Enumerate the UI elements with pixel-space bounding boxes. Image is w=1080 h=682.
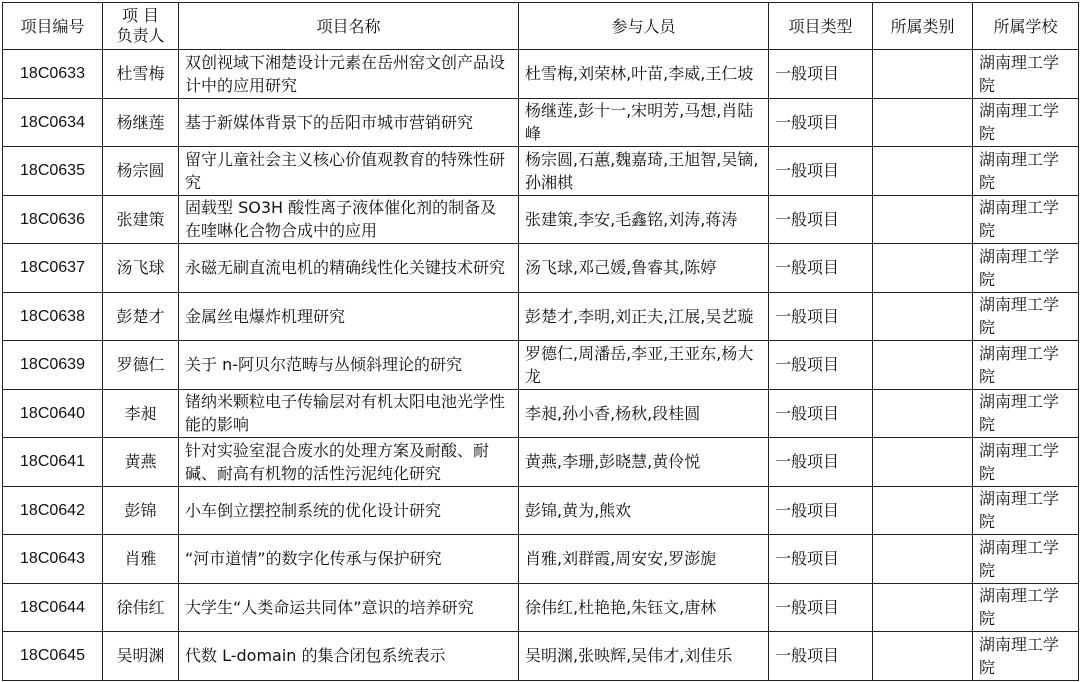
header-row: [3, 3, 1079, 50]
table-row: [3, 147, 1079, 196]
cell-project-name: 留守儿童社会主义核心价值观教育的特殊性研究: [179, 147, 519, 196]
header-school: 所属学校: [973, 3, 1079, 50]
cell-members: 杨继莲,彭十一,宋明芳,马想,肖陆峰: [519, 98, 769, 147]
cell-category: [873, 147, 973, 196]
cell-project-type: 一般项目: [769, 195, 873, 244]
table-row: [3, 195, 1079, 244]
cell-project-type: 一般项目: [769, 583, 873, 632]
cell-school: 湖南理工学院: [973, 535, 1079, 584]
header-leader-line-2: 负责人: [116, 26, 165, 45]
cell-project-name: “河市道情”的数字化传承与保护研究: [179, 535, 519, 584]
cell-category: [873, 389, 973, 438]
cell-members: 肖雅,刘群霞,周安安,罗澎旎: [519, 535, 769, 584]
cell-project-type: 一般项目: [769, 438, 873, 487]
header-project-type: 项目类型: [769, 3, 873, 50]
cell-project-name: 锗纳米颗粒电子传输层对有机太阳电池光学性能的影响: [179, 389, 519, 438]
cell-project-code: 18C0643: [3, 535, 103, 584]
cell-project-leader: 汤飞球: [103, 244, 179, 293]
cell-category: [873, 50, 973, 99]
cell-school: 湖南理工学院: [973, 438, 1079, 487]
cell-project-name: 针对实验室混合废水的处理方案及耐酸、耐碱、耐高有机物的活性污泥纯化研究: [179, 438, 519, 487]
cell-project-leader: 张建策: [103, 195, 179, 244]
cell-project-type: 一般项目: [769, 147, 873, 196]
cell-project-name: 大学生“人类命运共同体”意识的培养研究: [179, 583, 519, 632]
cell-project-type: 一般项目: [769, 486, 873, 535]
table-row: [3, 632, 1079, 681]
table-row: [3, 583, 1079, 632]
cell-project-type: 一般项目: [769, 244, 873, 293]
cell-project-name: 关于 n-阿贝尔范畴与丛倾斜理论的研究: [179, 341, 519, 390]
cell-project-leader: 杨宗圆: [103, 147, 179, 196]
cell-members: 黄燕,李珊,彭晓慧,黄伶悦: [519, 438, 769, 487]
header-leader-line-1: 项 目: [121, 6, 160, 25]
cell-project-type: 一般项目: [769, 632, 873, 681]
cell-members: 张建策,李安,毛鑫铭,刘涛,蒋涛: [519, 195, 769, 244]
cell-project-name: 小车倒立摆控制系统的优化设计研究: [179, 486, 519, 535]
cell-project-leader: 彭锦: [103, 486, 179, 535]
cell-project-code: 18C0638: [3, 292, 103, 341]
cell-school: 湖南理工学院: [973, 292, 1079, 341]
cell-project-leader: 吴明渊: [103, 632, 179, 681]
cell-project-code: 18C0635: [3, 147, 103, 196]
cell-project-code: 18C0642: [3, 486, 103, 535]
header-project-leader: [103, 3, 179, 50]
cell-category: [873, 535, 973, 584]
cell-school: 湖南理工学院: [973, 632, 1079, 681]
table-row: [3, 535, 1079, 584]
cell-category: [873, 292, 973, 341]
cell-school: 湖南理工学院: [973, 147, 1079, 196]
cell-school: 湖南理工学院: [973, 583, 1079, 632]
table-row: [3, 438, 1079, 487]
cell-school: 湖南理工学院: [973, 98, 1079, 147]
cell-category: [873, 632, 973, 681]
cell-project-code: 18C0644: [3, 583, 103, 632]
cell-project-type: 一般项目: [769, 535, 873, 584]
cell-project-type: 一般项目: [769, 98, 873, 147]
cell-project-name: 双创视域下湘楚设计元素在岳州窑文创产品设计中的应用研究: [179, 50, 519, 99]
cell-project-code: 18C0634: [3, 98, 103, 147]
header-category: 所属类别: [873, 3, 973, 50]
table-body: [3, 50, 1079, 681]
cell-project-leader: 杨继莲: [103, 98, 179, 147]
cell-members: 彭锦,黄为,熊欢: [519, 486, 769, 535]
table-row: [3, 244, 1079, 293]
cell-school: 湖南理工学院: [973, 341, 1079, 390]
cell-project-code: 18C0636: [3, 195, 103, 244]
cell-members: 杜雪梅,刘荣林,叶苗,李威,王仁坡: [519, 50, 769, 99]
cell-project-code: 18C0641: [3, 438, 103, 487]
cell-project-type: 一般项目: [769, 389, 873, 438]
header-project-code: 项目编号: [3, 3, 103, 50]
cell-project-leader: 彭楚才: [103, 292, 179, 341]
project-table: [2, 2, 1079, 681]
cell-project-leader: 徐伟红: [103, 583, 179, 632]
cell-category: [873, 438, 973, 487]
cell-project-name: 固载型 SO3H 酸性离子液体催化剂的制备及在喹啉化合物合成中的应用: [179, 195, 519, 244]
cell-members: 彭楚才,李明,刘正夫,江展,吴艺璇: [519, 292, 769, 341]
cell-project-code: 18C0639: [3, 341, 103, 390]
cell-category: [873, 583, 973, 632]
cell-school: 湖南理工学院: [973, 389, 1079, 438]
cell-school: 湖南理工学院: [973, 50, 1079, 99]
cell-project-name: 基于新媒体背景下的岳阳市城市营销研究: [179, 98, 519, 147]
cell-members: 汤飞球,邓己媛,鲁睿其,陈婷: [519, 244, 769, 293]
cell-project-name: 代数 L-domain 的集合闭包系统表示: [179, 632, 519, 681]
header-members: 参与人员: [519, 3, 769, 50]
cell-category: [873, 486, 973, 535]
cell-category: [873, 98, 973, 147]
cell-project-type: 一般项目: [769, 50, 873, 99]
cell-project-code: 18C0645: [3, 632, 103, 681]
cell-project-leader: 罗德仁: [103, 341, 179, 390]
cell-project-type: 一般项目: [769, 341, 873, 390]
cell-members: 李昶,孙小香,杨秋,段桂圆: [519, 389, 769, 438]
cell-members: 徐伟红,杜艳艳,朱钰文,唐林: [519, 583, 769, 632]
cell-project-code: 18C0633: [3, 50, 103, 99]
cell-project-name: 金属丝电爆炸机理研究: [179, 292, 519, 341]
cell-project-code: 18C0637: [3, 244, 103, 293]
cell-project-name: 永磁无刷直流电机的精确线性化关键技术研究: [179, 244, 519, 293]
cell-project-leader: 肖雅: [103, 535, 179, 584]
cell-category: [873, 341, 973, 390]
cell-project-leader: 黄燕: [103, 438, 179, 487]
cell-project-type: 一般项目: [769, 292, 873, 341]
cell-project-code: 18C0640: [3, 389, 103, 438]
cell-category: [873, 195, 973, 244]
cell-school: 湖南理工学院: [973, 195, 1079, 244]
table-row: [3, 341, 1079, 390]
cell-members: 吴明渊,张映辉,吴伟才,刘佳乐: [519, 632, 769, 681]
table-row: [3, 486, 1079, 535]
cell-school: 湖南理工学院: [973, 244, 1079, 293]
header-project-name: 项目名称: [179, 3, 519, 50]
cell-school: 湖南理工学院: [973, 486, 1079, 535]
cell-members: 罗德仁,周潘岳,李亚,王亚东,杨大龙: [519, 341, 769, 390]
cell-project-leader: 杜雪梅: [103, 50, 179, 99]
cell-members: 杨宗圆,石蕙,魏嘉琦,王旭智,吴镝,孙湘棋: [519, 147, 769, 196]
table-row: [3, 98, 1079, 147]
table-row: [3, 292, 1079, 341]
table-row: [3, 50, 1079, 99]
cell-category: [873, 244, 973, 293]
cell-project-leader: 李昶: [103, 389, 179, 438]
table-row: [3, 389, 1079, 438]
